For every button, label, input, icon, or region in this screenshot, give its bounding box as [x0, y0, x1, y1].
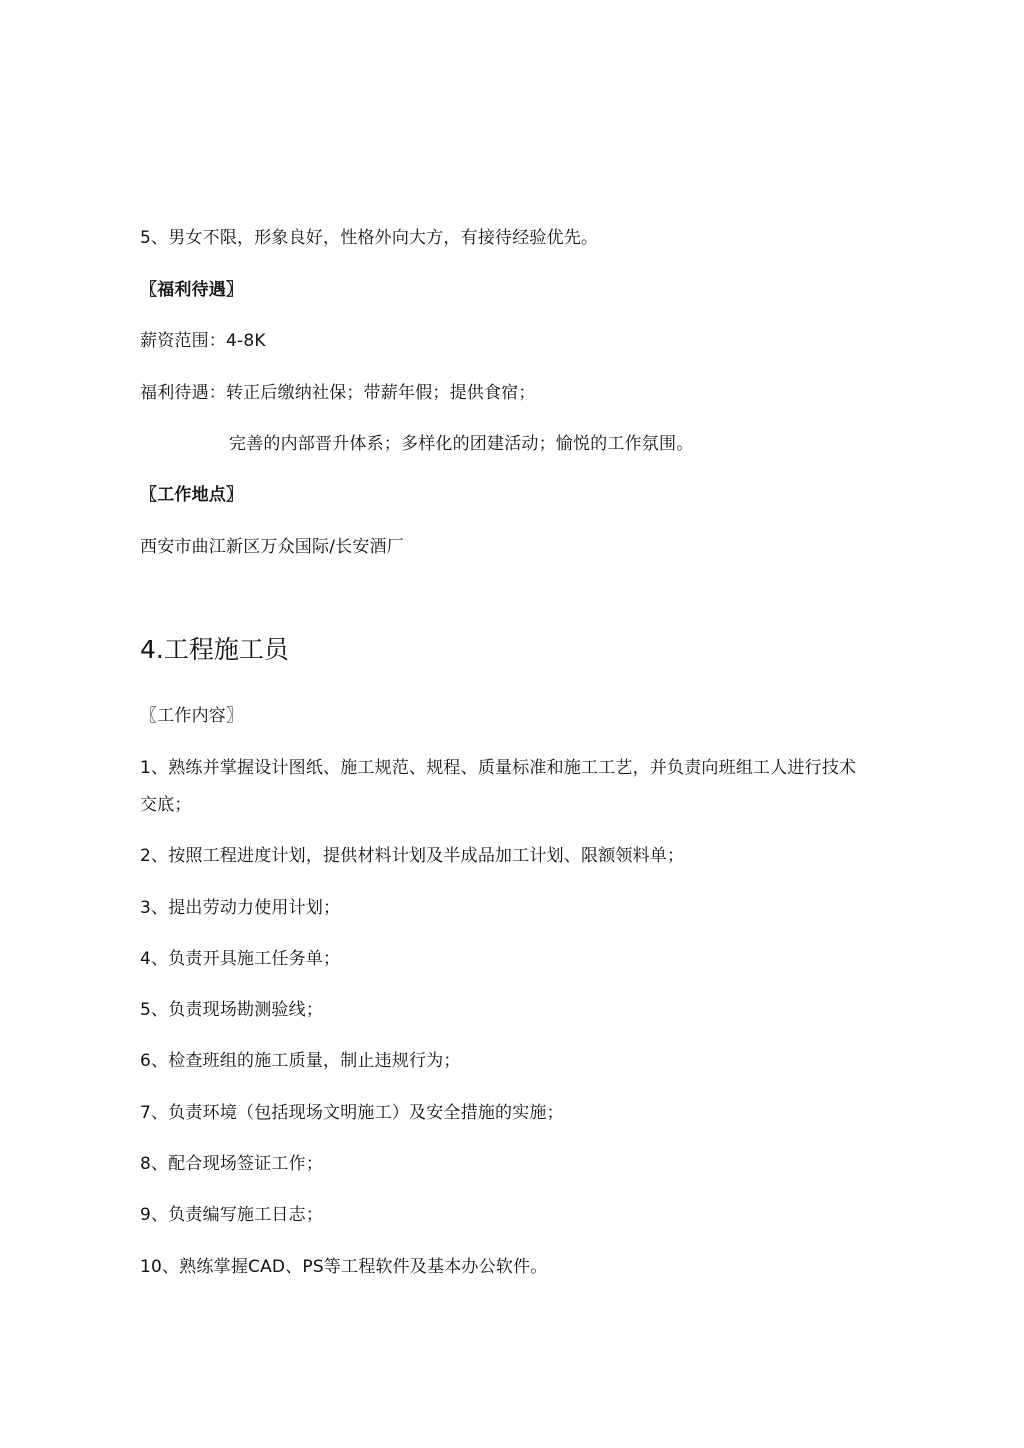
duty-item-9: 9、负责编写施工日志； — [140, 1205, 324, 1225]
duty-item-5: 5、负责现场勘测验线； — [140, 1000, 324, 1020]
duty-item-1-line-1: 1、熟练并掌握设计图纸、施工规范、规程、质量标准和施工工艺，并负责向班组工人进行技术 — [140, 758, 857, 778]
section-title: 4.工程施工员 — [140, 635, 289, 664]
duty-item-3: 3、提出劳动力使用计划； — [140, 898, 341, 918]
welfare-line-1: 福利待遇：转正后缴纳社保；带薪年假；提供食宿； — [140, 383, 536, 403]
salary-range: 薪资范围：4-8K — [140, 331, 266, 351]
duty-item-1-line-2: 交底； — [140, 795, 192, 815]
duty-item-4: 4、负责开具施工任务单； — [140, 949, 341, 969]
duty-item-7: 7、负责环境（包括现场文明施工）及安全措施的实施； — [140, 1103, 564, 1123]
location-header: 〖工作地点〗 — [140, 485, 244, 505]
duty-item-10: 10、熟练掌握CAD、PS等工程软件及基本办公软件。 — [140, 1257, 548, 1277]
location-address: 西安市曲江新区万众国际/长安酒厂 — [140, 537, 404, 557]
requirement-item-5: 5、男女不限，形象良好，性格外向大方，有接待经验优先。 — [140, 228, 599, 248]
duty-item-6: 6、检查班组的施工质量，制止违规行为； — [140, 1051, 461, 1071]
duty-item-8: 8、配合现场签证工作； — [140, 1154, 324, 1174]
duties-header: 〖工作内容〗 — [140, 706, 244, 726]
duty-item-2: 2、按照工程进度计划，提供材料计划及半成品加工计划、限额领料单； — [140, 846, 685, 866]
benefits-header: 〖福利待遇〗 — [140, 280, 244, 300]
welfare-line-2: 完善的内部晋升体系；多样化的团建活动；愉悦的工作氛围。 — [229, 434, 694, 454]
